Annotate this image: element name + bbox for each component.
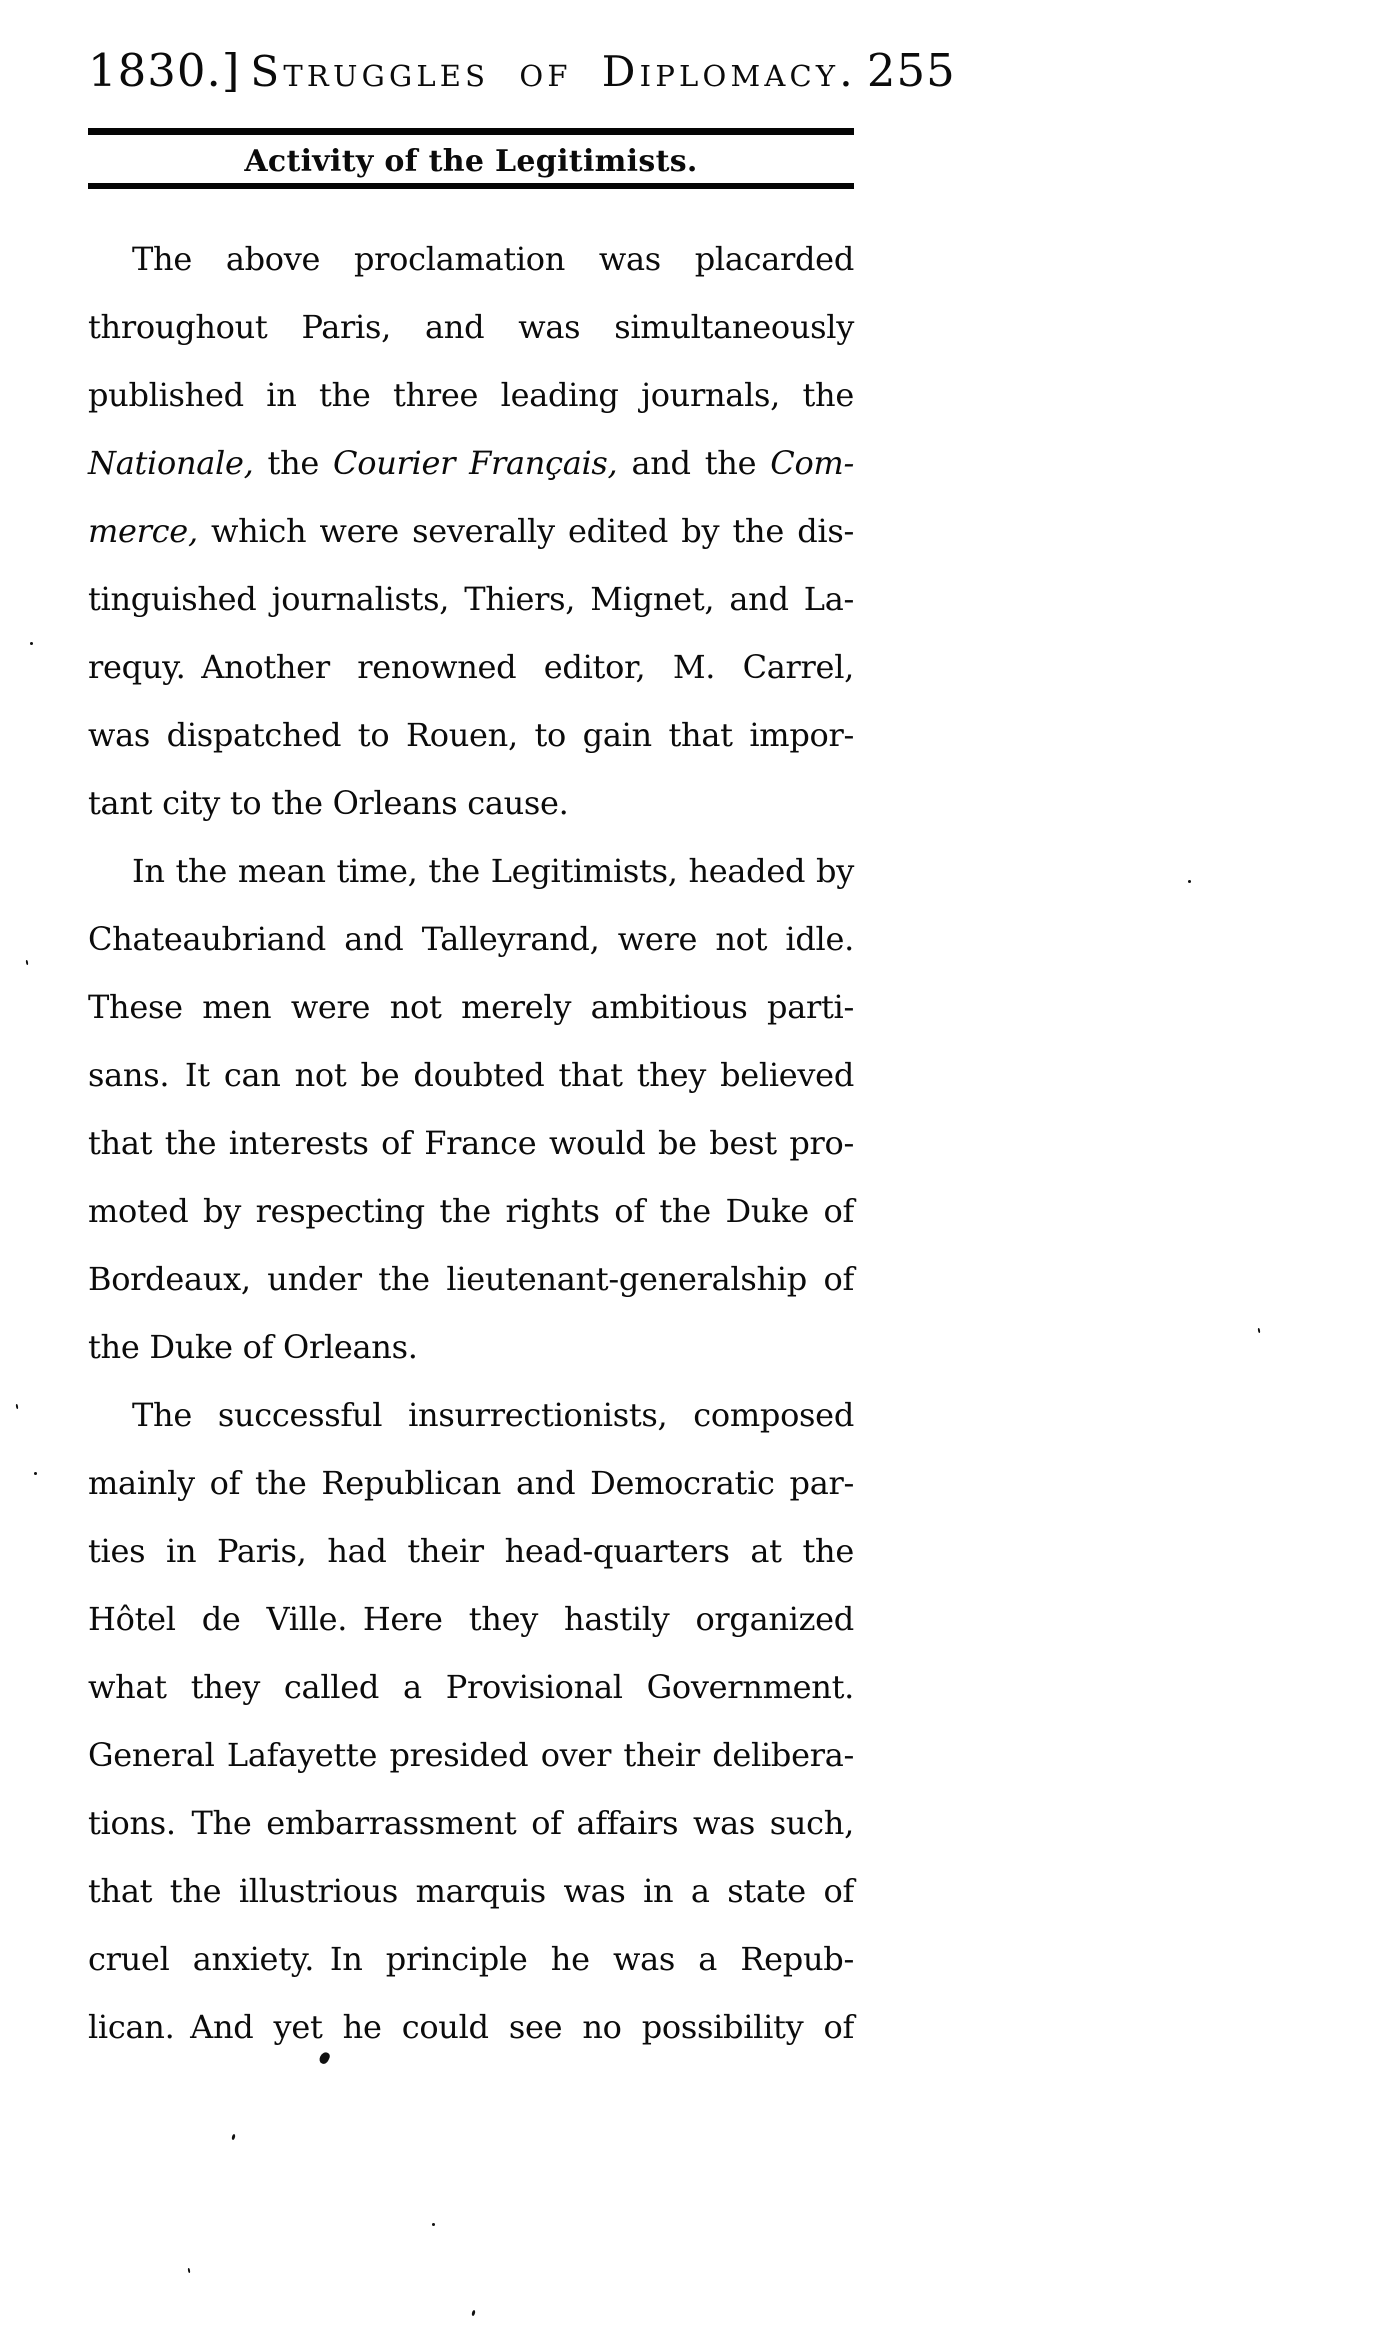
header-title: Struggles of Diplomacy. [250,47,857,96]
text-segment: The above proclamation was placarded [132,239,854,278]
text-line [88,1449,854,1517]
text-segment: that the illustrious marquis was in a state of [88,1871,854,1910]
ink-speck [1188,880,1191,883]
text-line [88,1041,854,1109]
text-line [88,837,854,905]
text-line [88,1517,854,1585]
text-segment: tions. The embarrassment of affairs was such, [88,1803,854,1842]
text-segment: sans. It can not be doubted that they believed [88,1055,854,1094]
ink-speck [34,1472,37,1475]
text-line [88,1925,854,1993]
text-segment: the Duke of Orleans. [88,1327,418,1366]
text-line [88,1789,854,1857]
text-segment: ties in Paris, had their head-quarters at the [88,1531,854,1570]
text-line [88,633,854,701]
header-year: 1830.] [88,44,241,97]
text-line [88,1585,854,1653]
ink-speck [471,2310,475,2317]
horizontal-rule-top [88,128,854,135]
running-header [88,44,956,97]
ink-speck [1258,1328,1261,1333]
text-segment: These men were not merely ambitious parti- [88,987,854,1026]
paragraph-1 [88,225,854,837]
text-segment: throughout Paris, and was simultaneously [88,307,854,346]
italic-text-segment: Com- [770,443,854,482]
text-line [88,497,854,565]
ink-speck [188,2268,191,2273]
text-segment: tinguished journalists, Thiers, Mignet, and La- [88,579,854,618]
ink-speck [30,642,33,645]
ink-speck [16,1404,19,1409]
text-segment: that the interests of France would be best pro- [88,1123,854,1162]
ink-speck [26,960,29,965]
text-line [88,1993,854,2061]
text-segment: published in the three leading journals, the [88,375,854,414]
ink-speck [432,2223,435,2226]
text-segment: General Lafayette presided over their delibera- [88,1735,854,1774]
text-line [88,1109,854,1177]
text-segment: Bordeaux, under the lieutenant-generalship of [88,1259,854,1298]
text-line [88,225,854,293]
italic-text-segment: merce, [88,511,198,550]
text-segment: The successful insurrectionists, composed [132,1395,854,1434]
paragraph-2 [88,837,854,1381]
body-text [88,225,854,2061]
paragraph-3 [88,1381,854,2061]
italic-text-segment: Courier Français, [333,443,618,482]
text-line [88,361,854,429]
text-segment: what they called a Provisional Government. [88,1667,854,1706]
text-line [88,905,854,973]
text-line [88,429,854,497]
text-line [88,973,854,1041]
text-line [88,1857,854,1925]
text-line [88,293,854,361]
text-segment: tant city to the Orleans cause. [88,783,569,822]
text-line [88,1245,854,1313]
text-line [88,565,854,633]
text-line [88,769,854,837]
text-segment: which were severally edited by the dis- [197,511,854,550]
text-segment: cruel anxiety. In principle he was a Repub- [88,1939,854,1978]
horizontal-rule-bottom [88,183,854,189]
header-page-number: 255 [866,44,956,97]
text-line [88,1653,854,1721]
text-segment: requy. Another renowned editor, M. Carrel, [88,647,854,686]
text-segment: and the [617,443,771,482]
text-segment: the [253,443,334,482]
section-heading: Activity of the Legitimists. [244,143,698,179]
text-segment: lican. And yet he could see no possibility of [88,2007,854,2046]
text-line [88,1721,854,1789]
text-segment: moted by respecting the rights of the Duke of [88,1191,854,1230]
text-segment: mainly of the Republican and Democratic par- [88,1463,854,1502]
text-segment: was dispatched to Rouen, to gain that impor- [88,715,854,754]
text-line [88,1381,854,1449]
italic-text-segment: Nationale, [88,443,254,482]
ink-speck [231,2134,235,2141]
text-line [88,1177,854,1245]
text-column [88,44,956,2061]
text-line [88,1313,854,1381]
text-segment: In the mean time, the Legitimists, headed by [132,851,854,890]
text-segment: Chateaubriand and Talleyrand, were not idle. [88,919,854,958]
text-segment: Hôtel de Ville. Here they hastily organized [88,1599,854,1638]
text-line [88,701,854,769]
